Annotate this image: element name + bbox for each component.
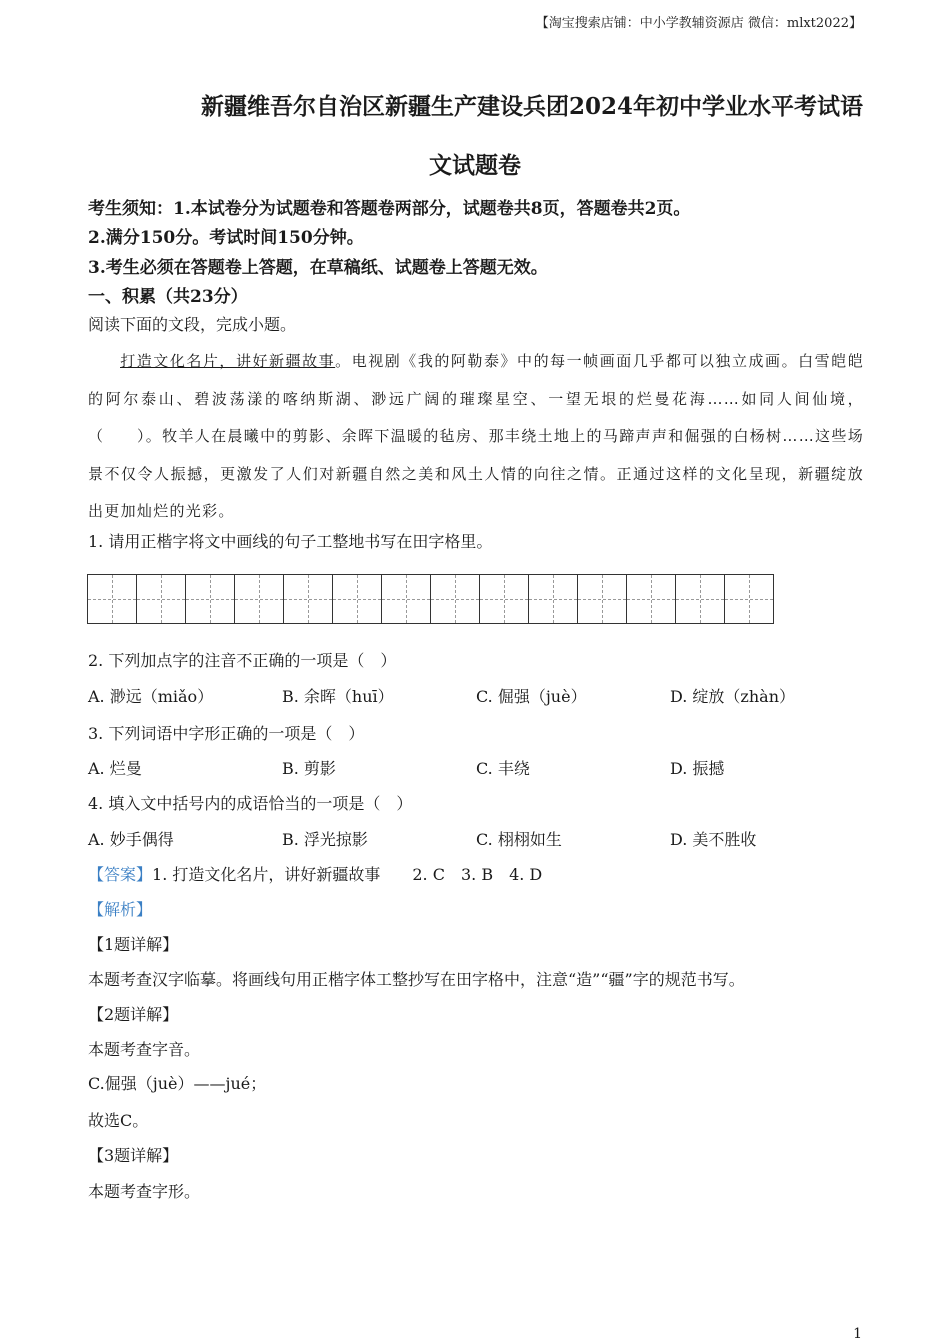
tianzige-grid[interactable] bbox=[87, 574, 774, 624]
q3-option-c: C. 丰绕 bbox=[476, 759, 530, 778]
question-1: 1. 请用正楷字将文中画线的句子工整地书写在田字格里。 bbox=[88, 532, 493, 551]
grid-cell[interactable] bbox=[235, 575, 284, 623]
q2-option-a: A. 渺远（miǎo） bbox=[88, 687, 214, 706]
title-line-1: 新疆维吾尔自治区新疆生产建设兵团2024年初中学业水平考试语 bbox=[200, 93, 863, 120]
q3-option-d: D. 振撼 bbox=[670, 759, 725, 778]
question-2-stem: 2. 下列加点字的注音不正确的一项是（ ） bbox=[88, 651, 397, 670]
passage bbox=[88, 343, 864, 531]
grid-cell[interactable] bbox=[480, 575, 529, 623]
grid-cell[interactable] bbox=[676, 575, 725, 623]
grid-cell[interactable] bbox=[725, 575, 773, 623]
analysis-q3-heading: 【3题详解】 bbox=[88, 1146, 179, 1165]
q4-option-d: D. 美不胜收 bbox=[670, 830, 757, 849]
header-note: 【淘宝搜索店铺：中小学教辅资源店 微信：mlxt2022】 bbox=[535, 16, 862, 31]
answer-text: 1. 打造文化名片，讲好新疆故事 2. C 3. B 4. D bbox=[152, 865, 543, 884]
notice-line-2: 2.满分150分。考试时间150分钟。 bbox=[88, 228, 364, 248]
analysis-label: 【解析】 bbox=[88, 900, 153, 919]
q2-option-d: D. 绽放（zhàn） bbox=[670, 687, 796, 706]
grid-cell[interactable] bbox=[529, 575, 578, 623]
q2-option-b: B. 余晖（huī） bbox=[282, 687, 394, 706]
section-title: 一、积累（共23分） bbox=[88, 287, 248, 307]
question-3-stem: 3. 下列词语中字形正确的一项是（ ） bbox=[88, 724, 365, 743]
answer-label: 【答案】 bbox=[88, 865, 153, 884]
analysis-q2-choice: 故选C。 bbox=[88, 1111, 149, 1130]
grid-cell[interactable] bbox=[627, 575, 676, 623]
instruction: 阅读下面的文段，完成小题。 bbox=[88, 315, 297, 334]
page-number: 1 bbox=[853, 1326, 862, 1342]
q4-option-a: A. 妙手偶得 bbox=[88, 830, 174, 849]
grid-cell[interactable] bbox=[431, 575, 480, 623]
grid-cell[interactable] bbox=[186, 575, 235, 623]
q4-option-b: B. 浮光掠影 bbox=[282, 830, 368, 849]
grid-cell[interactable] bbox=[137, 575, 186, 623]
notice-line-3: 3.考生必须在答题卷上答题，在草稿纸、试题卷上答题无效。 bbox=[88, 258, 548, 278]
analysis-q3-text: 本题考查字形。 bbox=[88, 1182, 201, 1201]
q3-option-b: B. 剪影 bbox=[282, 759, 336, 778]
analysis-q2-detail: C.倔强（juè）——jué； bbox=[88, 1074, 267, 1093]
title-line-2: 文试题卷 bbox=[429, 152, 521, 179]
passage-underlined-sentence: 打造文化名片，讲好新疆故事 bbox=[120, 352, 336, 370]
grid-cell[interactable] bbox=[284, 575, 333, 623]
grid-cell[interactable] bbox=[382, 575, 431, 623]
analysis-q2-text: 本题考查字音。 bbox=[88, 1040, 201, 1059]
analysis-q1-heading: 【1题详解】 bbox=[88, 935, 179, 954]
q2-option-c: C. 倔强（juè） bbox=[476, 687, 587, 706]
grid-cell[interactable] bbox=[88, 575, 137, 623]
analysis-q2-heading: 【2题详解】 bbox=[88, 1005, 179, 1024]
analysis-q1-text: 本题考查汉字临摹。将画线句用正楷字体工整抄写在田字格中，注意“造”“疆”字的规范书写。 bbox=[88, 970, 745, 989]
grid-cell[interactable] bbox=[578, 575, 627, 623]
q4-option-c: C. 栩栩如生 bbox=[476, 830, 562, 849]
q3-option-a: A. 烂曼 bbox=[88, 759, 142, 778]
notice-line-1: 考生须知：1.本试卷分为试题卷和答题卷两部分，试题卷共8页，答题卷共2页。 bbox=[88, 199, 691, 219]
grid-cell[interactable] bbox=[333, 575, 382, 623]
answer-line bbox=[88, 862, 542, 885]
passage-text: 。电视剧《我的阿勒泰》中的每一帧画面几乎都可以独立成画。白雪皑皑的阿尔泰山、碧波荡漾的喀纳斯湖、渺远广阔的璀璨星空、一望无垠的烂曼花海……如同人间仙境，（ ）。牧羊人在晨曦中的剪影、余晖下温暖的毡房、那丰绕土地上的马蹄声声和倔强的白杨树……这些场景不仅令人振撼，更激发了人们对新疆自然之美和风土人情的向往之情。正通过这样的文化呈现，新疆绽放出更加灿烂的光彩。 bbox=[88, 352, 864, 520]
question-4-stem: 4. 填入文中括号内的成语恰当的一项是（ ） bbox=[88, 794, 413, 813]
